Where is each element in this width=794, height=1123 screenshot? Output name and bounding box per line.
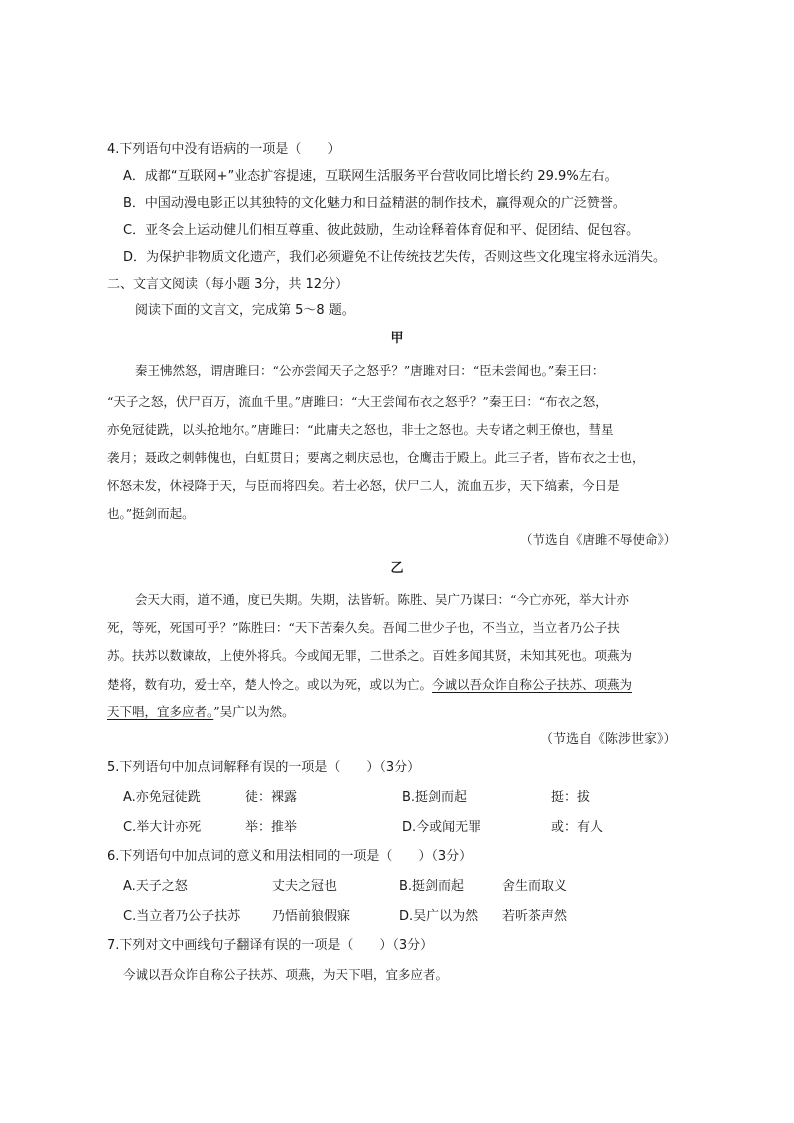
- q4-option-c: C．亚冬会上运动健儿们相互尊重、彼此鼓励，生动诠释着体育促和平、促团结、促包容。: [123, 223, 640, 238]
- q5-option-d-sentence: D.今或闻无罪: [402, 820, 482, 835]
- passage-b-line: 苏。扶苏以数谏故，上使外将兵。今或闻无罪，二世杀之。百姓多闻其贤，未知其死也。项燕为: [107, 648, 633, 663]
- q6-option-a-2: 丈夫之冠也: [272, 879, 338, 894]
- q4-option-d: D．为保护非物质文化遗产，我们必须避免不让传统技艺失传，否则这些文化瑰宝将永远消失。: [123, 250, 667, 265]
- section-heading: 二、文言文阅读（每小题 3分，共 12分）: [107, 277, 349, 292]
- passage-a-line: 袭月；聂政之刺韩傀也，白虹贯日；要离之刺庆忌也，仓鹰击于殿上。此三子者，皆布衣之士也，: [107, 450, 645, 465]
- passage-a-line: “天子之怒，伏尸百万，流血千里。”唐雎曰：“大王尝闻布衣之怒乎？”秦王曰：“布衣之怒，: [107, 394, 608, 409]
- q5-option-a-gloss: 徒：裸露: [245, 790, 298, 805]
- q5-stem: 5.下列语句中加点词解释有误的一项是（ ）（3分）: [107, 760, 421, 775]
- q5-option-d-gloss: 或：有人: [551, 820, 604, 835]
- q4-stem: 4.下列语句中没有语病的一项是（ ）: [107, 142, 341, 157]
- underlined-sentence-part-1: 今诚以吾众诈自称公子扶苏、项燕为: [432, 677, 633, 692]
- q6-option-b-1: B.挺剑而起: [399, 879, 465, 894]
- passage-a-title: 甲: [390, 331, 404, 346]
- underlined-sentence-part-2: 天下唱，宜多应者。: [107, 704, 214, 719]
- q6-option-c-1: C.当立者乃公子扶苏: [123, 909, 241, 924]
- q7-sentence: 今诚以吾众诈自称公子扶苏、项燕，为天下唱，宜多应者。: [123, 967, 449, 982]
- passage-a-line: 也。”挺剑而起。: [107, 506, 195, 521]
- passage-a-line: 亦免冠徒跣，以头抢地尔。”唐雎曰：“此庸夫之怒也，非士之怒也。夫专诸之刺王僚也，彗星: [107, 422, 614, 437]
- passage-b-line-4-text: 楚将，数有功，爱士卒，楚人怜之。或以为死，或以为亡。: [107, 677, 433, 692]
- passage-b-source: （节选自《陈涉世家》）: [540, 732, 677, 747]
- passage-b-tail: ”吴广以为然。: [213, 704, 295, 719]
- passage-b-line: 会天大雨，道不通，度已失期。失期，法皆斩。陈胜、吴广乃谋曰：“今亡亦死，举大计亦: [135, 592, 629, 607]
- passage-b-line-4: [107, 676, 632, 694]
- passage-a-line: 秦王怫然怒，谓唐雎曰：“公亦尝闻天子之怒乎？”唐雎对曰：“臣未尝闻也。”秦王曰：: [135, 363, 605, 378]
- q5-option-a-sentence: A.亦免冠徒跣: [123, 790, 201, 805]
- passage-b-line-5: [107, 703, 295, 721]
- q5-option-b-sentence: B.挺剑而起: [402, 790, 468, 805]
- q6-option-d-2: 若听茶声然: [502, 909, 568, 924]
- q6-option-a-1: A.天子之怒: [123, 879, 188, 894]
- q6-option-d-1: D.吴广以为然: [399, 909, 479, 924]
- passage-b-title: 乙: [390, 561, 404, 576]
- q5-option-b-gloss: 挺：拔: [551, 790, 591, 805]
- section-instruction: 阅读下面的文言文，完成第 5～8 题。: [135, 303, 355, 318]
- q5-option-c-sentence: C.举大计亦死: [123, 820, 202, 835]
- passage-a-line: 怀怒未发，休祲降于天，与臣而将四矣。若士必怒，伏尸二人，流血五步，天下缟素，今日是: [107, 478, 620, 493]
- q5-option-c-gloss: 举：推举: [245, 820, 298, 835]
- passage-b-line: 死，等死，死国可乎？”陈胜曰：“天下苦秦久矣。吾闻二世少子也，不当立，当立者乃公子扶: [107, 620, 620, 635]
- q6-stem: 6.下列语句中加点词的意义和用法相同的一项是（ ）（3分）: [107, 849, 473, 864]
- q6-option-c-2: 乃悟前狼假寐: [272, 909, 351, 924]
- q7-stem: 7.下列对文中画线句子翻译有误的一项是（ ）（3分）: [107, 938, 434, 953]
- q4-option-a: A．成都“互联网+”业态扩容提速，互联网生活服务平台营收同比增长约 29.9%左右。: [123, 169, 618, 184]
- passage-a-source: （节选自《唐雎不辱使命》）: [520, 532, 677, 547]
- q6-option-b-2: 舍生而取义: [502, 879, 568, 894]
- q4-option-b: B．中国动漫电影正以其独特的文化魅力和日益精湛的制作技术，赢得观众的广泛赞誉。: [123, 196, 626, 211]
